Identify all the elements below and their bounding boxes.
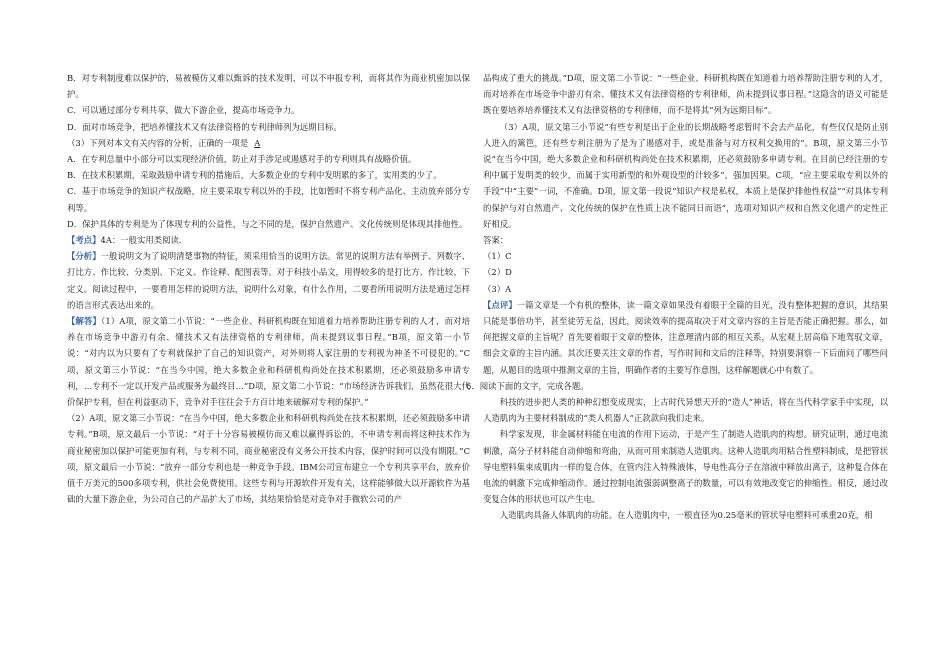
option-d-text-2: D．保护具体的专利是为了体现专利的公益性，与之不同的是，保护自然遗产、文化传统则是体现其排他性。 <box>67 218 468 229</box>
fenxi-tag: 【分析】 <box>67 251 101 262</box>
answer-label: 答案： <box>483 235 509 246</box>
kaodian-text: 4A：一般实用类阅读． <box>100 235 188 246</box>
fenxi-section <box>67 248 470 313</box>
question-6 <box>466 378 888 394</box>
right-column <box>466 70 889 524</box>
option-a-text: A．在专利总量中小部分可以实现经济价值，防止对手涉足或遏感对手的专利则具有战略价值。 <box>67 154 417 165</box>
jieda-text-2-cont: 品构成了重大的挑战。”D项，原文第二小节说：“一些企业、科研机构既在知道着力培养帮助注册专利的人才，而对培养在市场竞争中游刃有余、懂技术又有法律资格的专利律师，尚未提到议事日程。”这隐含的语义可能是既在要培养培养懂技术又有法律资格的专利律师，而不是将其“列为远期目标”。 <box>483 73 888 116</box>
fenxi-text: 一般说明文为了说明清楚事物的特征，须采用恰当的说明方法。常见的说明方法有举例子、列数字、打比方、作比较、分类别、下定义、作诠释、配图表等。对于科技小品文，用得较多的是打比方、作比较、下定义。阅读过程中，一要看用怎样的说明方法，说明什么对象，有什么作用，二要看所用说明方法是通过怎样的语言形式表达出来的。 <box>67 251 471 310</box>
jieda-section <box>67 313 470 410</box>
passage-paragraph-3: 人造肌肉具备人体肌肉的功能。在人造肌肉中，一根直径为0.25毫米的管状导电塑料可承重20克，相 <box>499 510 873 521</box>
question-3-answer: A <box>254 137 261 148</box>
question-3-text: （3）下列对本文有关内容的分析，正确的一项是 <box>67 137 249 148</box>
question-6-title: 阅读下面的文字，完成各题。 <box>479 380 589 391</box>
kaodian-tag: 【考点】 <box>67 235 101 246</box>
option-c-text: C．可以通过部分专利共享，做大下游企业，提高市场竞争力。 <box>67 105 300 116</box>
jieda-text-2: （2）A项，原文第三小节说：“在当今中国，绝大多数企业和科研机构尚处在技术积累期，还必须鼓励多申请专利。”B项，原文最后一小节说：“对于十分容易被模仿而又难以赢得诉讼的，不申请专利而将这种技术作为商业秘密加以保护可能更加有利，与专利不同，商业秘密没有义务公开技术内容，保护时间可以没有期限。”C项，原文最后一小节说：“放弃一部分专利也是一种竞争手段。IBM公司宣布建立一个专利共享平台，放弃价值千万美元的500多项专利，供社会免费使用。这些专利与开源软件开发有关，这样能够做大以开源软件为基础的大量下游企业，为公司自己的产品扩大了市场，其结果恰恰是对竞争对手微软公司的产 <box>67 413 470 505</box>
jieda-text-1: （1）A项，原文第二小节说：“一些企业、科研机构既在知道着力培养帮助注册专利的人才，而对培养在市场竞争中游刃有余、懂技术又有法律资格的专利律师，尚未提到议事日程。”B项，原文第一小节说：“对内以为只要有了专利就保护了自己的知识资产，对外则将人家注册的专利视为神圣不可侵犯的。”C项，原文第三小节说：“在当今中国，绝大多数企业和科研机构尚处在技术积累期，还必须鼓励多申请专利，…专利不一定以开发产品或服务为最终目…”D项，原文第二小节说：“市场经济告诉我们，虽然花很大代价保护专利，但在利益驱动下，竞争对手往往会千方百计地来破解对专利的保护。” <box>67 316 470 408</box>
option-b-text-2: B．在技术积累期，采取鼓励申请专利的措施后，大多数企业的专利中发明累的多了，实用类的少了。 <box>67 170 442 181</box>
answer-1: （1）C <box>483 251 512 262</box>
answer-3: （3）A <box>483 283 512 294</box>
dianping-text: 一篇文章是一个有机的整体，读一篇文章如果没有着眼于全篇的目光，没有整体把握的意识，其结果只能是事倍功半，甚至徒劳无益，因此，阅读效率的提高取决于对文章内容的主旨是否能正确把握。那么，如何把握文章的主旨呢？首先要着眼于文章的整体，注意理清内部的相互关系，从宏观上居高临下地驾驭文章，细会文章的主旨内涵。其次还要关注文章的作者，写作时间和文后的注释等，特别要洞察一下后面问了哪些问题，从题目的选项中推测文章的主旨，明确作者的主要写作意图，这样解题就心中有数了。 <box>483 299 889 375</box>
left-column <box>67 70 470 507</box>
dianping-tag: 【点评】 <box>483 299 517 310</box>
jieda-tag: 【解答】 <box>67 316 102 327</box>
passage-paragraph-1: 科技的进步把人类的种种幻想变成现实，上古时代异想天开的“造人”神话，将在当代科学家手中实现，以人造肌肉为主要材料制成的“类人机器人”正款款向我们走来。 <box>483 397 888 424</box>
kaodian-section <box>67 232 470 248</box>
dianping-section <box>483 297 888 378</box>
option-b-text: B．对专利制度难以保护的，易被模仿又难以甄诉的技术发明，可以不申报专利，而将其作为商业机密加以保护。 <box>67 73 470 100</box>
passage-paragraph-2: 科学家发现，非金属材料能在电流的作用下运动，于是产生了制造人造肌肉的构想。研究证明，通过电流刺激，高分子材料能自动伸缩和弯曲，从而可用来制造人造肌肉。这种人造肌肉用粘合性塑料制成，是把管状导电塑料集束成肌肉一样的复合体，在管内注入特殊液体，导电性高分子在溶液中释放出离子，这种复合体在电流的刺激下完成伸缩动作。通过控制电流强弱调整离子的数量，可以有效地改变它的伸缩性。相反，通过改变复合体的形状也可以产生电。 <box>483 429 888 505</box>
question-3 <box>67 135 470 151</box>
answer-2: （2）D <box>483 267 512 278</box>
jieda-text-3: （3）A项，原文第三小节说“有些专利是出于企业的长期战略考虑暂时不会去产品化，有些仅仅是防止别人进入的篱笆，还有些专利注册为了是为了遏感对手，或是准备与对方权利交换用的”。B项，原文第三小节说“在当今中国，绝大多数企业和科研机构尚处在技术积累期，还必须鼓励多申请专利。在目前已经注册的专利中属于发明类的较少，而属于实用新型的和外观设型的计较多”，强加因果。C项，“应主要采取专利以外的手段”中“主要”一词，不准确。D项，原文第一段说“知识产权是私权，本质上是保护排他性权益”“对具体专利的保护与对自然遗产、文化传统的保护在性质上决不能同日而语”，选项对知识产权和自然文化遗产的定性正好相反。 <box>483 121 888 229</box>
option-d-text: D．面对市场竞争，把培养懂技术又有法律资格的专利律师列为远期目标。 <box>67 121 342 132</box>
option-c-text-2: C．基于市场竞争的知识产权战略，应主要采取专利以外的手段，比如暂时不将专利产品化、主动放弃部分专利等。 <box>67 186 470 213</box>
question-6-number: 6． <box>466 380 480 391</box>
